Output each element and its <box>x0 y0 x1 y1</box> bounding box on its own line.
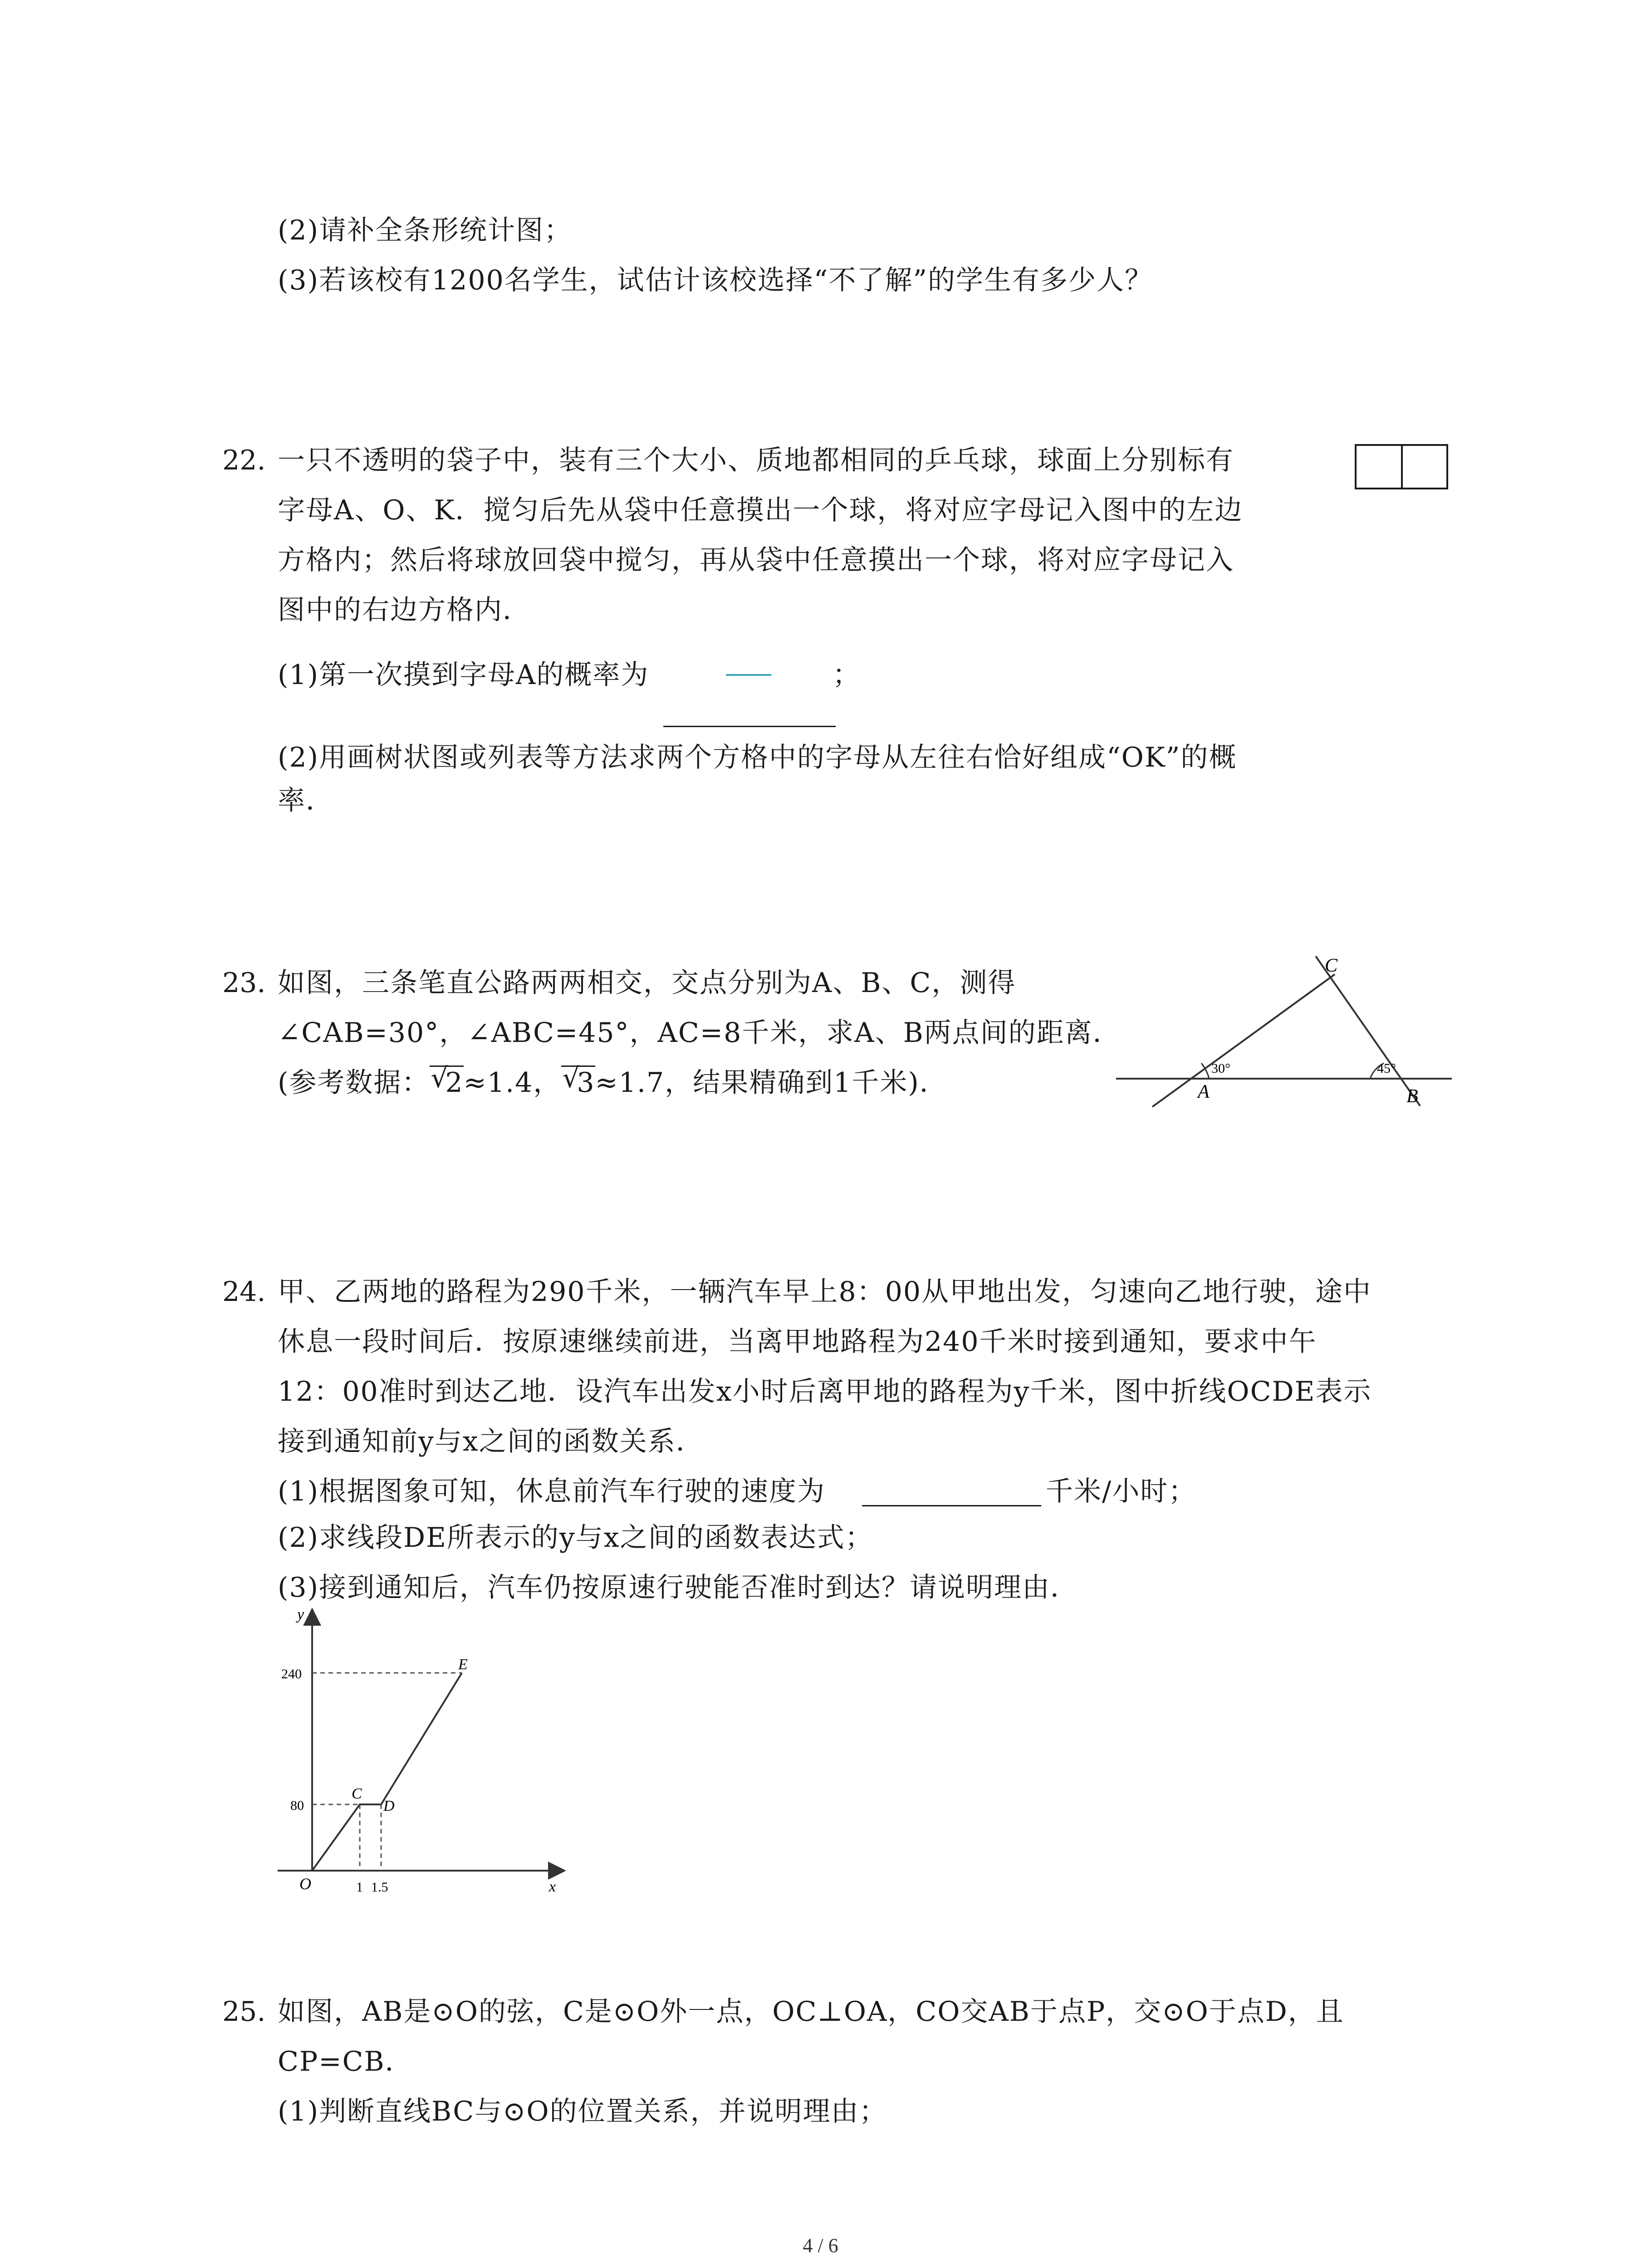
q24-part1-pre: (1)根据图象可知，休息前汽车行驶的速度为 <box>278 1476 825 1507</box>
sqrt-2-radicand: 2 <box>445 1067 464 1099</box>
angle-a-label: 30° <box>1211 1061 1230 1076</box>
q24-line-2: 休息一段时间后．按原速继续前进，当离甲地路程为240千米时接到通知，要求中午 <box>278 1326 1317 1358</box>
x-axis-label: x <box>549 1878 556 1895</box>
q24-line-4: 接到通知前y与x之间的函数关系． <box>278 1426 704 1457</box>
label-c: C <box>1325 955 1338 976</box>
q22-answer-blank[interactable] <box>663 726 836 727</box>
q22-part1-end: ； <box>833 659 861 691</box>
q22-part2-line-2: 率． <box>278 785 334 816</box>
origin-label: O <box>299 1875 311 1893</box>
q25-line-1: 如图，AB是⊙O的弦，C是⊙O外一点，OC⊥OA，CO交AB于点P，交⊙O于点D，且 <box>278 1996 1344 2028</box>
q24-answer-blank[interactable] <box>862 1505 1041 1506</box>
road-ac <box>1152 974 1335 1107</box>
q24-part2: (2)求线段DE所表示的y与x之间的函数表达式； <box>278 1522 873 1554</box>
q23-figure <box>1116 953 1461 1116</box>
q25-line-3: (1)判断直线BC与⊙O的位置关系，并说明理由； <box>278 2096 887 2127</box>
label-d: D <box>383 1798 395 1814</box>
page-number: 4 / 6 <box>803 2234 838 2257</box>
x-tick-1-5: 1.5 <box>371 1880 388 1895</box>
label-e: E <box>458 1656 468 1673</box>
sqrt-3 <box>561 1062 595 1099</box>
y-tick-240: 240 <box>281 1667 302 1681</box>
q23-ref-pre: (参考数据： <box>278 1067 430 1099</box>
x-tick-1: 1 <box>356 1880 363 1895</box>
q25-number: 25. <box>222 1996 266 2028</box>
q24-line-1: 甲、乙两地的路程为290千米，一辆汽车早上8：00从甲地出发，匀速向乙地行驶，途中 <box>278 1276 1372 1308</box>
q21-part2: (2)请补全条形统计图； <box>278 215 572 246</box>
q22-part2-line-1: (2)用画树状图或列表等方法求两个方格中的字母从左往右恰好组成“OK”的概 <box>278 742 1237 773</box>
q24-line-3: 12：00准时到达乙地．设汽车出发x小时后离甲地的路程为y千米，图中折线OCDE表示 <box>278 1376 1372 1408</box>
y-tick-80: 80 <box>290 1798 304 1813</box>
q22-number: 22. <box>222 445 266 476</box>
label-c: C <box>352 1785 362 1802</box>
q23-number: 23. <box>222 967 266 999</box>
q22-line-4: 图中的右边方格内． <box>278 594 531 626</box>
q22-grid-boxes <box>1354 444 1450 490</box>
angle-b-label: 45° <box>1377 1061 1396 1076</box>
q22-line-3: 方格内；然后将球放回袋中搅匀，再从袋中任意摸出一个球，将对应字母记入 <box>278 544 1234 576</box>
q22-line-1: 一只不透明的袋子中，装有三个大小、质地都相同的乒乓球，球面上分别标有 <box>278 445 1234 476</box>
q24-number: 24. <box>222 1276 266 1308</box>
q24-part1-post: 千米/小时； <box>1046 1476 1197 1507</box>
q22-fraction-mark <box>726 674 771 676</box>
q23-approx-2: ≈1.7，结果精确到1千米)． <box>595 1067 948 1099</box>
label-b: B <box>1406 1086 1418 1107</box>
q23-line-1: 如图，三条笔直公路两两相交，交点分别为A、B、C，测得 <box>278 967 1016 999</box>
q22-part1: (1)第一次摸到字母A的概率为 <box>278 659 649 691</box>
polyline-ocde <box>312 1673 462 1871</box>
road-bc <box>1316 956 1420 1106</box>
q22-right-box <box>1402 445 1447 489</box>
q21-part3: (3)若该校有1200名学生，试估计该校选择“不了解”的学生有多少人？ <box>278 264 1153 296</box>
sqrt-3-radicand: 3 <box>577 1067 595 1099</box>
y-axis-label: y <box>297 1606 304 1623</box>
q24-graph <box>272 1606 581 1905</box>
q25-line-2: CP=CB． <box>278 2046 413 2077</box>
q23-approx-1: ≈1.4， <box>463 1067 562 1099</box>
q23-line-2: ∠CAB=30°，∠ABC=45°，AC=8千米，求A、B两点间的距离． <box>278 1017 1121 1049</box>
q23-reference <box>278 1062 948 1101</box>
q24-part3: (3)接到通知后，汽车仍按原速行驶能否准时到达？请说明理由． <box>278 1572 1078 1603</box>
q22-line-2: 字母A、O、K．搅匀后先从袋中任意摸出一个球，将对应字母记入图中的左边 <box>278 494 1243 526</box>
radical-sign: √ <box>562 1062 581 1094</box>
sqrt-2 <box>430 1062 464 1099</box>
label-a: A <box>1198 1081 1210 1102</box>
radical-sign: √ <box>431 1062 449 1094</box>
q22-left-box <box>1356 445 1402 489</box>
